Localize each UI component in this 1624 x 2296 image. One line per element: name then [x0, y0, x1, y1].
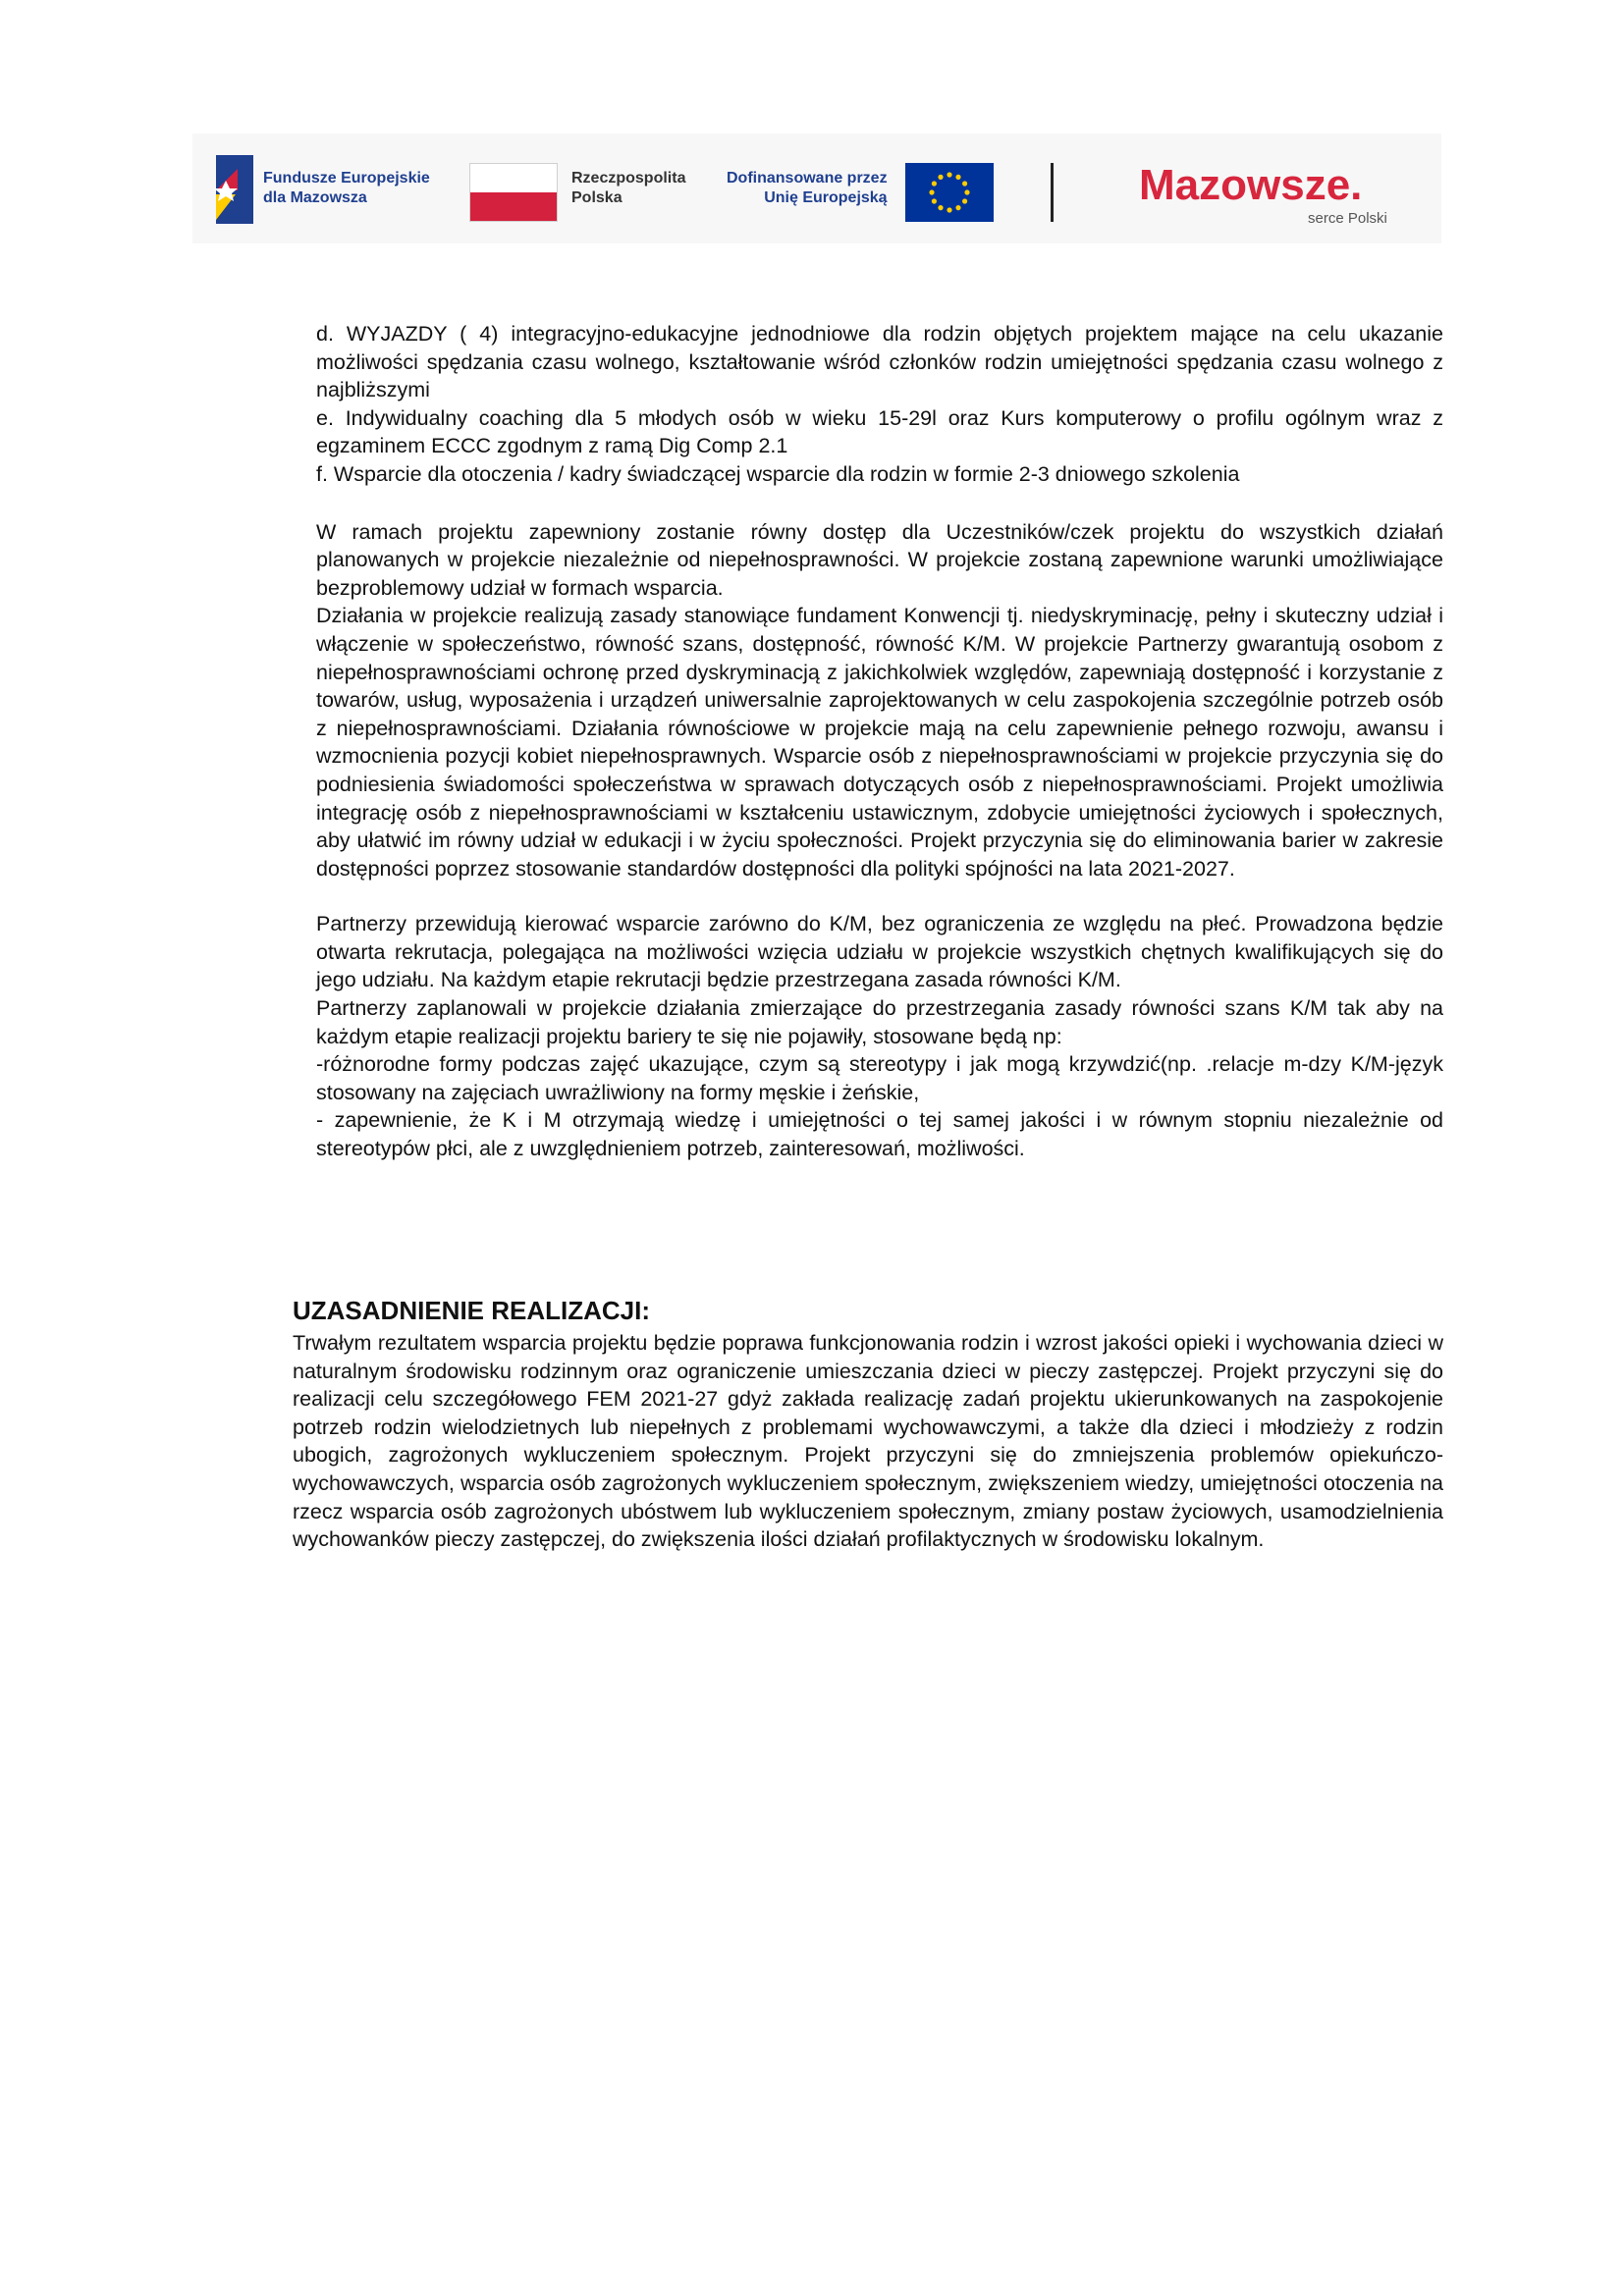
fe-line-1: Fundusze Europejskie: [263, 170, 430, 187]
justification-section: [293, 1296, 1443, 1554]
list-item-d: d. WYJAZDY ( 4) integracyjno-edukacyjne jednodniowe dla rodzin objętych projektem mające na celu ukazanie możliwości spędzania czasu wolnego, kształtowanie wśród członków rodzin umiejętności spędzania czasu wolnego z najbliższymi: [316, 322, 1443, 402]
document-body: [316, 320, 1443, 1163]
fundusze-europejskie-logo-icon: [212, 151, 257, 228]
equality-bullet: - zapewnienie, że K i M otrzymają wiedzę i umiejętności o tej samej jakości i w równym stopniu niezależnie od stereotypów płci, ale z uwzględnieniem potrzeb, zainteresowań, możliwości.: [316, 1108, 1443, 1161]
justification-heading: UZASADNIENIE REALIZACJI:: [293, 1296, 651, 1325]
equality-paragraph: Partnerzy zaplanowali w projekcie działania zmierzające do przestrzegania zasady równości szans K/M tak aby na każdym etapie realizacji projektu bariery te się nie pojawiły, stosowane będą np:: [316, 996, 1443, 1048]
mazowsze-tagline: serce Polski: [1308, 210, 1387, 227]
funding-logo-bar: [192, 133, 1441, 243]
rzeczpospolita-label: [571, 169, 685, 208]
logo-separator: [1051, 163, 1054, 222]
justification-text: Trwałym rezultatem wsparcia projektu będzie poprawa funkcjonowania rodzin i wzrost jakości opieki i wychowania dzieci w naturalnym środowisku rodzinnym oraz ograniczenie umieszczania dzieci w pieczy zastępczej. Projekt przyczyni się do realizacji celu szczegółowego FEM 2021-27 gdyż zakłada realizację zadań projektu ukierunkowanych na zaspokojenie potrzeb rodzin wielodzietnych lub niepełnych z problemami wychowawczymi, a także dla dzieci i młodzieży z rodzin ubogich, zagrożonych wykluczeniem społecznym. Projekt przyczyni się do zmniejszenia problemów opiekuńczo-wychowawczych, wsparcia osób zagrożonych wykluczeniem społecznym, zwiększeniem wiedzy, umiejętności otoczenia na rzecz wsparcia osób zagrożonych ubóstwem lub wykluczeniem społecznym, zmiany postaw życiowych, usamodzielnienia wychowanków pieczy zastępczej, do zwiększenia ilości działań profilaktycznych w środowisku lokalnym.: [293, 1331, 1443, 1552]
list-item-e: e. Indywidualny coaching dla 5 młodych osób w wieku 15-29l oraz Kurs komputerowy o profilu ogólnym wraz z egzaminem ECCC zgodnym z ramą Dig Comp 2.1: [316, 405, 1443, 458]
fundusze-europejskie-label: [263, 169, 430, 208]
eu-flag-icon: [905, 163, 994, 222]
accessibility-paragraph: Działania w projekcie realizują zasady stanowiące fundament Konwencji tj. niedyskryminację, pełny i skuteczny udział i włączenie w społeczeństwo, równość szans, dostępność, równość K/M. W projekcie Partnerzy gwarantują osobom z niepełnosprawnościami ochronę przed dyskryminacją z jakichkolwiek względów, zapewniają dostępność i korzystanie z towarów, usług, wyposażenia i urządzeń uniwersalnie zaprojektowanych w celu zaspokojenia szczególnie potrzeb osób z niepełnosprawnościami. Działania równościowe w projekcie mają na celu zapewnienie pełnego rozwoju, awansu i wzmocnienia pozycji kobiet niepełnosprawnych. Wsparcie osób z niepełnosprawnościami w projekcie przyczynia się do podniesienia świadomości społeczeństwa w sprawach dotyczących osób z niepełnosprawnościami. Projekt umożliwia integrację osób z niepełnosprawnościami w kształceniu ustawicznym, zdobycie umiejętności życiowych i społecznych, aby ułatwić im równy udział w edukacji i w życiu społeczności. Projekt przyczynia się do eliminowania barier w zakresie dostępności poprzez stosowanie standardów dostępności dla polityki spójności na lata 2021-2027.: [316, 604, 1443, 881]
mazowsze-logo-text: Mazowsze.: [1139, 161, 1363, 209]
pl-line-2: Polska: [571, 189, 623, 206]
eu-line-1: Dofinansowane przez: [727, 170, 888, 187]
list-item-f: f. Wsparcie dla otoczenia / kadry świadczącej wsparcie dla rodzin w formie 2-3 dniowego szkolenia: [316, 461, 1240, 486]
accessibility-paragraph: W ramach projektu zapewniony zostanie równy dostęp dla Uczestników/czek projektu do wszystkich działań planowanych w projekcie niezależnie od niepełnosprawności. W projekcie zostaną zapewnione warunki umożliwiające bezproblemowy udział w formach wsparcia.: [316, 519, 1443, 600]
eu-line-2: Unię Europejską: [764, 189, 888, 206]
equality-bullet: -różnorodne formy podczas zajęć ukazujące, czym są stereotypy i jak mogą krzywdzić(np. .relacje m-dzy K/M-język stosowany na zajęciach uwrażliwiony na formy męskie i żeńskie,: [316, 1052, 1443, 1104]
eu-cofinancing-label: [727, 169, 888, 208]
polish-flag-icon: [469, 163, 558, 222]
equality-paragraph: Partnerzy przewidują kierować wsparcie zarówno do K/M, bez ograniczenia ze względu na płeć. Prowadzona będzie otwarta rekrutacja, polegająca na możliwości wzięcia udziału w projekcie wszystkich chętnych kwalifikujących się do jego udziału. Na każdym etapie rekrutacji będzie przestrzegana zasada równości K/M.: [316, 912, 1443, 992]
pl-line-1: Rzeczpospolita: [571, 170, 686, 187]
fe-line-2: dla Mazowsza: [263, 189, 367, 206]
